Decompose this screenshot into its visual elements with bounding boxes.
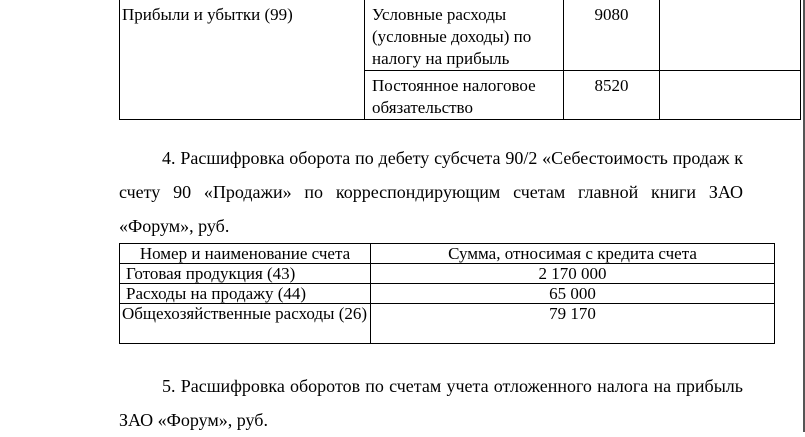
description-cell: Постоянное налоговое обязательство [365,71,564,120]
table-row [120,304,775,344]
account-name-cell: Общехозяйственные расходы (26) [120,304,371,344]
account-name-cell: Готовая продукция (43) [120,264,371,284]
sum-cell: 2 170 000 [371,264,775,284]
table-row [120,264,775,284]
header-row [120,244,775,264]
extra-cell [660,0,801,71]
amount-cell: 8520 [564,71,660,120]
column-header-account: Номер и наименование счета [120,244,371,264]
account-name-cell: Расходы на продажу (44) [120,284,371,304]
sum-cell: 79 170 [371,304,775,344]
amount-cell: 9080 [564,0,660,71]
turnover-breakdown-table [119,243,775,344]
section-5-paragraph: 5. Расшифровка оборотов по счетам учета отложенного налога на прибыль ЗАО «Форум», руб. [119,376,743,430]
description-cell: Условные расходы (условные доходы) по налогу на прибыль [365,0,564,71]
account-cell: Прибыли и убытки (99) [120,0,365,120]
section-4-paragraph: 4. Расшифровка оборота по дебету субсчета 90/2 «Себестоимость продаж к счету 90 «Продажи» по корреспондирующим счетам главной книги ЗАО «Форум», руб. [119,148,743,236]
table-row [120,0,801,71]
profit-loss-table [119,0,801,120]
extra-cell [660,71,801,120]
column-header-sum: Сумма, относимая с кредита счета [371,244,775,264]
table-row [120,284,775,304]
sum-cell: 65 000 [371,284,775,304]
